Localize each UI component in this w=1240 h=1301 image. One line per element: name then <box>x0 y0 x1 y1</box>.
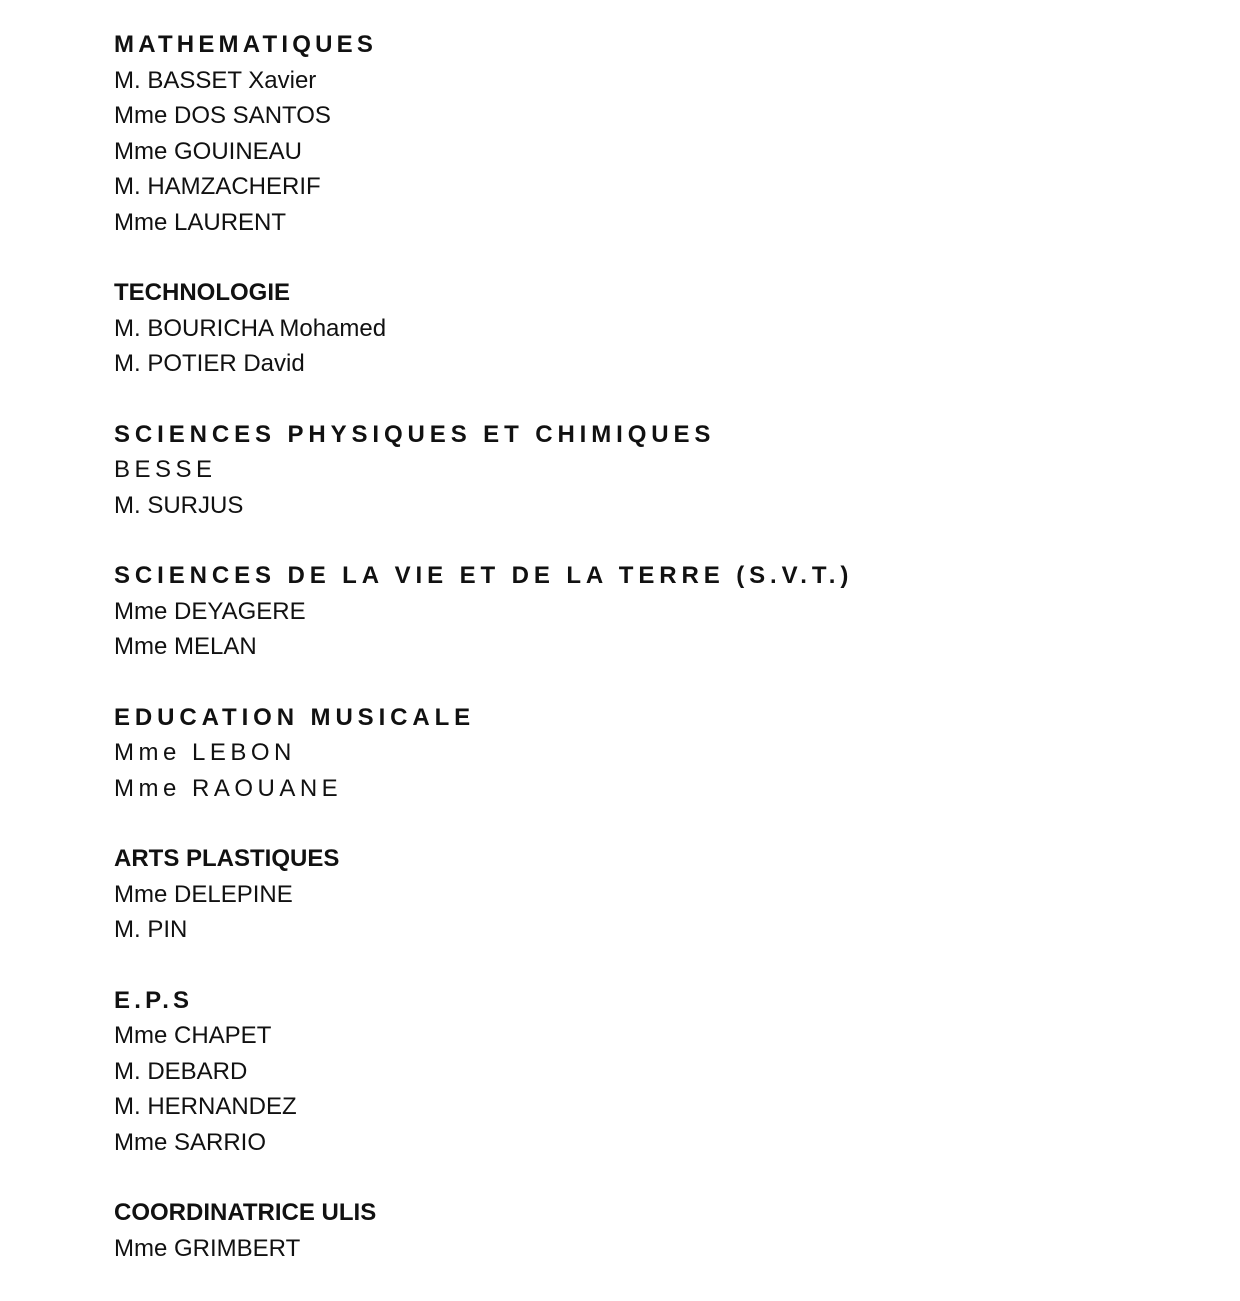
teacher-name: Mme CHAPET <box>114 1022 272 1049</box>
section-technologie <box>114 275 1214 382</box>
section-heading: E.P.S <box>114 986 194 1014</box>
teacher-name: Mme DOS SANTOS <box>114 102 331 129</box>
staff-list-document <box>114 27 1214 1301</box>
section-heading: TECHNOLOGIE <box>114 279 291 306</box>
teacher-name: BESSE <box>114 456 217 483</box>
teacher-name: M. DEBARD <box>114 1057 248 1085</box>
teacher-name: M. SURJUS <box>114 491 244 519</box>
teacher-list <box>114 877 1214 948</box>
section-heading: MATHEMATIQUES <box>114 31 378 58</box>
section-svt <box>114 558 1214 665</box>
teacher-name: M. BASSET Xavier <box>114 66 317 94</box>
section-mathematiques <box>114 27 1214 240</box>
section-sciences-physiques <box>114 417 1214 524</box>
teacher-name: Mme DELEPINE <box>114 880 293 908</box>
section-heading: SCIENCES PHYSIQUES ET CHIMIQUES <box>114 420 716 448</box>
teacher-name: Mme GRIMBERT <box>114 1234 301 1262</box>
teacher-list <box>114 452 1214 523</box>
teacher-list <box>114 594 1214 665</box>
section-arts-plastiques <box>114 841 1214 948</box>
section-heading: COORDINATRICE ULIS <box>114 1199 377 1226</box>
teacher-name: M. PIN <box>114 916 188 943</box>
section-education-musicale <box>114 700 1214 807</box>
teacher-name: Mme DEYAGERE <box>114 597 306 625</box>
section-eps <box>114 983 1214 1161</box>
teacher-list <box>114 63 1214 241</box>
teacher-list <box>114 1018 1214 1160</box>
section-heading: SCIENCES DE LA VIE ET DE LA TERRE (S.V.T.) <box>114 562 854 589</box>
teacher-name: Mme LEBON <box>114 739 296 766</box>
teacher-name: M. POTIER David <box>114 350 305 377</box>
teacher-name: Mme LAURENT <box>114 208 287 236</box>
section-heading: EDUCATION MUSICALE <box>114 703 476 731</box>
teacher-list <box>114 1231 1214 1267</box>
teacher-name: Mme MELAN <box>114 633 257 660</box>
section-heading: ARTS PLASTIQUES <box>114 845 340 872</box>
teacher-name: Mme SARRIO <box>114 1128 267 1156</box>
teacher-name: Mme GOUINEAU <box>114 137 303 165</box>
teacher-name: M. HAMZACHERIF <box>114 173 321 200</box>
section-coordinatrice-ulis <box>114 1195 1214 1266</box>
teacher-name: M. BOURICHA Mohamed <box>114 314 387 342</box>
teacher-name: Mme RAOUANE <box>114 774 343 802</box>
teacher-list <box>114 311 1214 382</box>
teacher-name: M. HERNANDEZ <box>114 1093 297 1120</box>
teacher-list <box>114 735 1214 806</box>
